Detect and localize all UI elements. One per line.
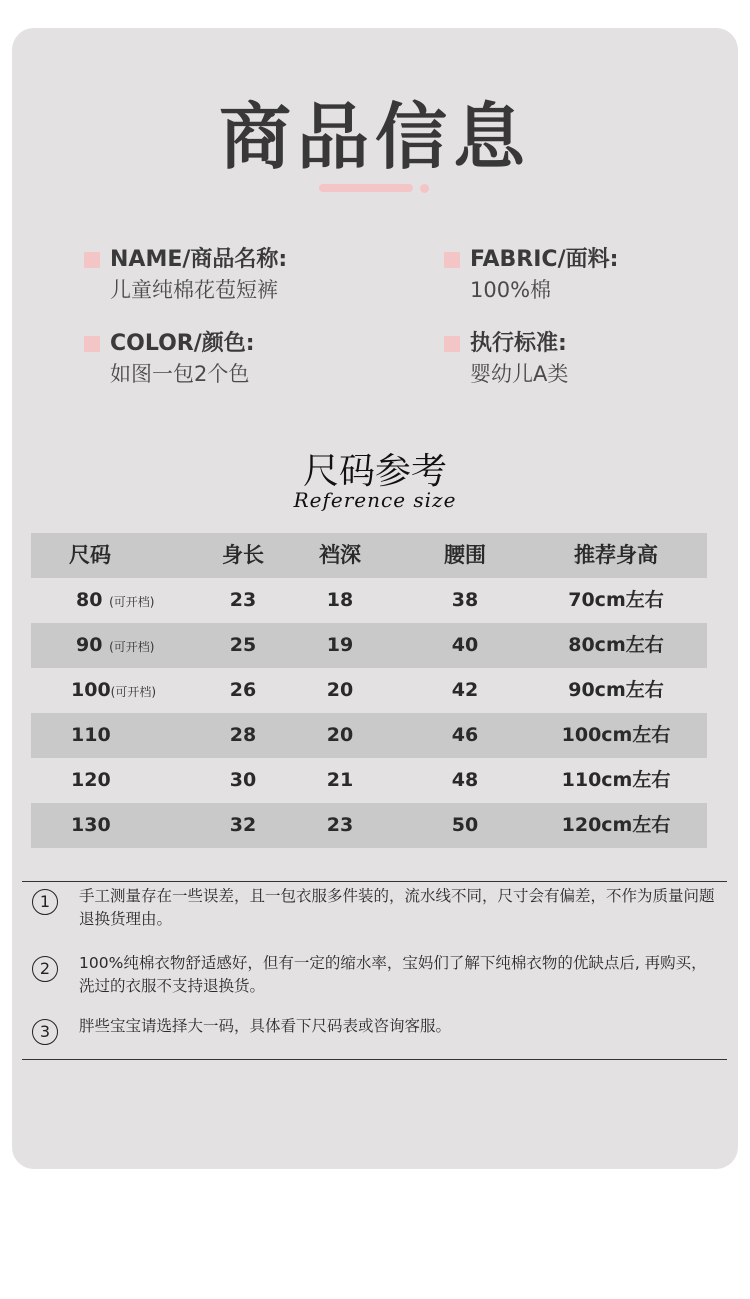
table-header-cell: 裆深 [319, 543, 361, 567]
height-cell: 120cm左右 [561, 814, 671, 836]
bullet-square-icon [84, 252, 100, 268]
size-value: 120 [71, 769, 111, 791]
note-text: 胖些宝宝请选择大一码，具体看下尺码表或咨询客服。 [79, 1017, 452, 1035]
length-cell: 28 [229, 724, 257, 746]
table-header-cell: 身长 [222, 543, 264, 567]
table-row [31, 758, 707, 803]
table-row [31, 713, 707, 758]
bullet-square-icon [444, 252, 460, 268]
table-row [31, 578, 707, 623]
waist-cell: 46 [451, 724, 479, 746]
size-note: (可开档) [110, 685, 157, 699]
waist-cell: 40 [451, 634, 479, 656]
circled-number-icon: 3 [32, 1019, 58, 1045]
length-cell: 30 [229, 769, 257, 791]
waist-cell: 38 [451, 589, 479, 611]
size-note: (可开档) [109, 595, 155, 609]
circled-number-icon: 2 [32, 956, 58, 982]
size-section-title: 尺码参考 [302, 451, 447, 492]
rise-cell: 19 [326, 634, 354, 656]
note-text: 手工测量存在一些误差，且一包衣服多件装的，流水线不同，尺寸会有偏差，不作为质量问题退换货理由。 [79, 887, 715, 928]
table-header-cell: 尺码 [69, 543, 111, 567]
rise-cell: 20 [326, 679, 354, 701]
table-row [31, 803, 707, 848]
rise-cell: 21 [326, 769, 354, 791]
height-cell: 90cm左右 [568, 679, 664, 701]
bullet-square-icon [444, 336, 460, 352]
name-label: NAME/商品名称: [110, 247, 288, 272]
table-row [31, 623, 707, 668]
size-value: 90 [76, 634, 103, 656]
length-cell: 25 [229, 634, 257, 656]
name-value: 儿童纯棉花苞短裤 [110, 278, 278, 302]
circled-number-icon: 1 [32, 889, 58, 915]
note-text: 100%纯棉衣物舒适感好，但有一定的缩水率，宝妈们了解下纯棉衣物的优缺点后, 再购买，洗过的衣服不支持退换货。 [79, 954, 707, 995]
length-cell: 32 [229, 814, 257, 836]
height-cell: 80cm左右 [568, 634, 664, 656]
table-header-cell: 腰围 [444, 543, 486, 567]
size-value: 80 [76, 589, 103, 611]
rise-cell: 20 [326, 724, 354, 746]
page-title: 商品信息 [218, 95, 531, 179]
size-cell [71, 758, 111, 803]
table-row [31, 668, 707, 713]
rise-cell: 23 [326, 814, 354, 836]
title-underline [319, 184, 413, 192]
size-value: 110 [71, 724, 111, 746]
size-cell [76, 578, 154, 623]
waist-cell: 50 [451, 814, 479, 836]
size-cell [71, 668, 156, 713]
notes-bottom-divider [22, 1059, 727, 1060]
height-cell: 110cm左右 [561, 769, 671, 791]
height-cell: 100cm左右 [561, 724, 671, 746]
fabric-value: 100%棉 [470, 278, 552, 302]
rise-cell: 18 [326, 589, 354, 611]
notes-top-divider [22, 881, 727, 882]
size-section-subtitle: Reference size [293, 488, 457, 512]
length-cell: 26 [229, 679, 257, 701]
standard-label: 执行标准: [470, 331, 567, 356]
size-table [31, 533, 707, 848]
table-header-row [31, 533, 707, 578]
waist-cell: 48 [451, 769, 479, 791]
size-cell [76, 623, 154, 668]
size-note: (可开档) [109, 640, 155, 654]
table-header-cell: 推荐身高 [574, 543, 658, 567]
waist-cell: 42 [451, 679, 479, 701]
standard-value: 婴幼儿A类 [470, 362, 569, 386]
size-cell [71, 713, 111, 758]
size-value: 100 [71, 679, 111, 701]
bullet-square-icon [84, 336, 100, 352]
length-cell: 23 [229, 589, 257, 611]
height-cell: 70cm左右 [568, 589, 664, 611]
color-value: 如图一包2个色 [110, 362, 250, 386]
fabric-label: FABRIC/面料: [470, 247, 619, 272]
size-cell [71, 803, 111, 848]
size-value: 130 [71, 814, 111, 836]
color-label: COLOR/颜色: [110, 331, 255, 356]
title-dot [420, 184, 429, 193]
